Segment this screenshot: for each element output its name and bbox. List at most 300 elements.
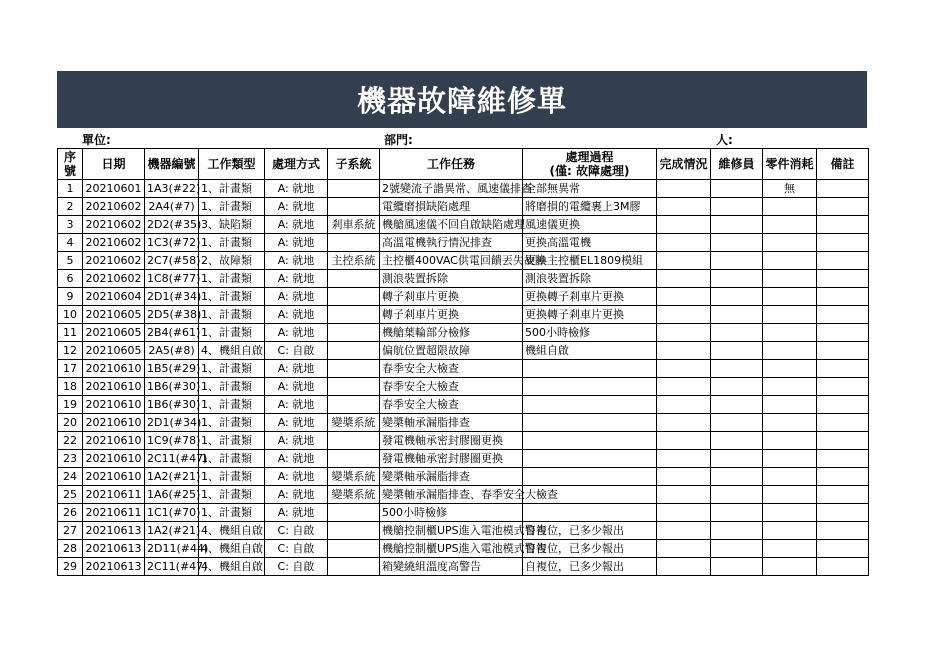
cell-method: C: 自啟 bbox=[265, 342, 328, 360]
cell-technician bbox=[711, 378, 763, 396]
cell-completion bbox=[657, 450, 711, 468]
cell-process: 更換轉子剎車片更換 bbox=[523, 306, 657, 324]
cell-method: A: 就地 bbox=[265, 324, 328, 342]
cell-method: A: 就地 bbox=[265, 396, 328, 414]
cell-parts bbox=[763, 450, 817, 468]
cell-no: 4 bbox=[58, 234, 83, 252]
cell-subsystem: 剎車系統 bbox=[328, 216, 380, 234]
table-row bbox=[58, 396, 869, 414]
cell-no: 12 bbox=[58, 342, 83, 360]
cell-machine-id: 1B6(#30) bbox=[145, 396, 199, 414]
cell-task: 轉子剎車片更換 bbox=[380, 288, 523, 306]
table-row bbox=[58, 360, 869, 378]
table-row bbox=[58, 558, 869, 576]
cell-process bbox=[523, 468, 657, 486]
cell-task: 箱變繞組溫度高警告 bbox=[380, 558, 523, 576]
cell-no: 11 bbox=[58, 324, 83, 342]
cell-method: C: 自啟 bbox=[265, 558, 328, 576]
cell-remarks bbox=[817, 468, 869, 486]
header-machine-id: 機器編號 bbox=[145, 149, 199, 180]
cell-process bbox=[523, 396, 657, 414]
cell-parts bbox=[763, 252, 817, 270]
cell-completion bbox=[657, 504, 711, 522]
cell-subsystem bbox=[328, 522, 380, 540]
cell-machine-id: 2A5(#8) bbox=[145, 342, 199, 360]
table-row bbox=[58, 450, 869, 468]
cell-subsystem bbox=[328, 270, 380, 288]
cell-work-type: 1、計畫類 bbox=[199, 234, 265, 252]
cell-remarks bbox=[817, 180, 869, 198]
cell-machine-id: 1C9(#78) bbox=[145, 432, 199, 450]
cell-date: 20210602 bbox=[83, 234, 145, 252]
cell-parts bbox=[763, 324, 817, 342]
table-row bbox=[58, 252, 869, 270]
table-row bbox=[58, 216, 869, 234]
cell-no: 24 bbox=[58, 468, 83, 486]
cell-date: 20210610 bbox=[83, 450, 145, 468]
cell-process: 風速儀更換 bbox=[523, 216, 657, 234]
cell-no: 9 bbox=[58, 288, 83, 306]
table-row bbox=[58, 180, 869, 198]
cell-machine-id: 1B5(#29) bbox=[145, 360, 199, 378]
cell-machine-id: 2D11(#44) bbox=[145, 540, 199, 558]
header-parts: 零件消耗 bbox=[763, 149, 817, 180]
cell-completion bbox=[657, 234, 711, 252]
cell-parts bbox=[763, 198, 817, 216]
cell-work-type: 1、計畫類 bbox=[199, 432, 265, 450]
cell-technician bbox=[711, 270, 763, 288]
cell-technician bbox=[711, 288, 763, 306]
cell-parts: 無 bbox=[763, 180, 817, 198]
cell-machine-id: 1C1(#70) bbox=[145, 504, 199, 522]
cell-method: A: 就地 bbox=[265, 486, 328, 504]
cell-completion bbox=[657, 558, 711, 576]
cell-method: A: 就地 bbox=[265, 288, 328, 306]
cell-completion bbox=[657, 432, 711, 450]
department-label: 部門: bbox=[384, 133, 413, 147]
cell-parts bbox=[763, 522, 817, 540]
cell-parts bbox=[763, 234, 817, 252]
cell-method: C: 自啟 bbox=[265, 522, 328, 540]
cell-technician bbox=[711, 342, 763, 360]
header-subsystem: 子系統 bbox=[328, 149, 380, 180]
cell-remarks bbox=[817, 360, 869, 378]
cell-process: 自複位，已多少報出 bbox=[523, 522, 657, 540]
cell-no: 25 bbox=[58, 486, 83, 504]
cell-parts bbox=[763, 360, 817, 378]
cell-completion bbox=[657, 306, 711, 324]
cell-technician bbox=[711, 522, 763, 540]
cell-remarks bbox=[817, 270, 869, 288]
cell-no: 5 bbox=[58, 252, 83, 270]
cell-parts bbox=[763, 468, 817, 486]
cell-technician bbox=[711, 504, 763, 522]
cell-completion bbox=[657, 324, 711, 342]
cell-subsystem bbox=[328, 198, 380, 216]
cell-no: 19 bbox=[58, 396, 83, 414]
cell-work-type: 1、計畫類 bbox=[199, 360, 265, 378]
cell-subsystem: 變槳系統 bbox=[328, 486, 380, 504]
cell-work-type: 1、計畫類 bbox=[199, 396, 265, 414]
cell-remarks bbox=[817, 486, 869, 504]
cell-technician bbox=[711, 540, 763, 558]
header-date: 日期 bbox=[83, 149, 145, 180]
cell-subsystem bbox=[328, 504, 380, 522]
cell-machine-id: 2A4(#7) bbox=[145, 198, 199, 216]
cell-completion bbox=[657, 198, 711, 216]
unit-label: 單位: bbox=[82, 133, 111, 147]
cell-work-type: 1、計畫類 bbox=[199, 180, 265, 198]
cell-machine-id: 2D1(#34) bbox=[145, 288, 199, 306]
cell-date: 20210601 bbox=[83, 180, 145, 198]
cell-parts bbox=[763, 558, 817, 576]
cell-no: 10 bbox=[58, 306, 83, 324]
cell-task: 轉子剎車片更換 bbox=[380, 306, 523, 324]
header-task: 工作任務 bbox=[380, 149, 523, 180]
table-row bbox=[58, 324, 869, 342]
table-row bbox=[58, 378, 869, 396]
cell-subsystem bbox=[328, 396, 380, 414]
cell-method: C: 自啟 bbox=[265, 540, 328, 558]
cell-remarks bbox=[817, 414, 869, 432]
header-remarks: 備註 bbox=[817, 149, 869, 180]
cell-process bbox=[523, 378, 657, 396]
cell-remarks bbox=[817, 432, 869, 450]
cell-remarks bbox=[817, 558, 869, 576]
cell-machine-id: 2C11(#47) bbox=[145, 450, 199, 468]
cell-technician bbox=[711, 450, 763, 468]
cell-work-type: 1、計畫類 bbox=[199, 468, 265, 486]
repair-table bbox=[57, 148, 869, 576]
cell-date: 20210605 bbox=[83, 342, 145, 360]
page-title: 機器故障維修單 bbox=[356, 84, 567, 118]
cell-date: 20210611 bbox=[83, 486, 145, 504]
cell-date: 20210610 bbox=[83, 378, 145, 396]
cell-no: 1 bbox=[58, 180, 83, 198]
cell-remarks bbox=[817, 342, 869, 360]
cell-process: 更換高溫電機 bbox=[523, 234, 657, 252]
cell-date: 20210613 bbox=[83, 558, 145, 576]
cell-task: 高溫電機執行情況排查 bbox=[380, 234, 523, 252]
person-label: 人: bbox=[716, 133, 733, 147]
cell-technician bbox=[711, 198, 763, 216]
cell-completion bbox=[657, 414, 711, 432]
cell-technician bbox=[711, 414, 763, 432]
cell-completion bbox=[657, 288, 711, 306]
cell-completion bbox=[657, 540, 711, 558]
cell-subsystem: 變槳系統 bbox=[328, 414, 380, 432]
cell-method: A: 就地 bbox=[265, 504, 328, 522]
cell-method: A: 就地 bbox=[265, 306, 328, 324]
cell-method: A: 就地 bbox=[265, 360, 328, 378]
cell-date: 20210605 bbox=[83, 306, 145, 324]
cell-method: A: 就地 bbox=[265, 216, 328, 234]
cell-task: 變槳軸承漏脂排查、春季安全大檢查 bbox=[380, 486, 523, 504]
cell-date: 20210602 bbox=[83, 216, 145, 234]
cell-parts bbox=[763, 270, 817, 288]
cell-date: 20210611 bbox=[83, 504, 145, 522]
cell-technician bbox=[711, 432, 763, 450]
cell-parts bbox=[763, 540, 817, 558]
cell-technician bbox=[711, 324, 763, 342]
cell-machine-id: 1A3(#22) bbox=[145, 180, 199, 198]
table-row bbox=[58, 432, 869, 450]
cell-no: 3 bbox=[58, 216, 83, 234]
cell-no: 29 bbox=[58, 558, 83, 576]
cell-task: 2號變流子諧異常、風速儀排查 bbox=[380, 180, 523, 198]
cell-remarks bbox=[817, 288, 869, 306]
header-method: 處理方式 bbox=[265, 149, 328, 180]
cell-subsystem bbox=[328, 360, 380, 378]
cell-work-type: 1、計畫類 bbox=[199, 324, 265, 342]
cell-machine-id: 2D5(#38) bbox=[145, 306, 199, 324]
cell-method: A: 就地 bbox=[265, 252, 328, 270]
cell-completion bbox=[657, 270, 711, 288]
cell-task: 春季安全大檢查 bbox=[380, 378, 523, 396]
cell-work-type: 1、計畫類 bbox=[199, 198, 265, 216]
cell-date: 20210605 bbox=[83, 324, 145, 342]
cell-technician bbox=[711, 252, 763, 270]
cell-process: 自複位，已多少報出 bbox=[523, 540, 657, 558]
cell-remarks bbox=[817, 540, 869, 558]
table-row bbox=[58, 486, 869, 504]
cell-no: 23 bbox=[58, 450, 83, 468]
cell-task: 機艙控制櫃UPS進入電池模式警告 bbox=[380, 522, 523, 540]
header-process: 處理過程 (僅: 故障處理) bbox=[523, 149, 657, 180]
cell-work-type: 1、計畫類 bbox=[199, 414, 265, 432]
cell-parts bbox=[763, 216, 817, 234]
cell-task: 發電機軸承密封膠圈更換 bbox=[380, 450, 523, 468]
cell-no: 27 bbox=[58, 522, 83, 540]
cell-work-type: 1、計畫類 bbox=[199, 504, 265, 522]
cell-no: 20 bbox=[58, 414, 83, 432]
cell-process bbox=[523, 414, 657, 432]
cell-work-type: 4、機組自啟 bbox=[199, 522, 265, 540]
cell-work-type: 2、故障類 bbox=[199, 252, 265, 270]
cell-no: 18 bbox=[58, 378, 83, 396]
cell-technician bbox=[711, 216, 763, 234]
cell-work-type: 1、計畫類 bbox=[199, 306, 265, 324]
cell-machine-id: 2D1(#34) bbox=[145, 414, 199, 432]
cell-technician bbox=[711, 396, 763, 414]
cell-completion bbox=[657, 180, 711, 198]
cell-completion bbox=[657, 522, 711, 540]
cell-process: 全部無異常 bbox=[523, 180, 657, 198]
cell-remarks bbox=[817, 306, 869, 324]
cell-date: 20210602 bbox=[83, 270, 145, 288]
cell-machine-id: 2C11(#47) bbox=[145, 558, 199, 576]
cell-method: A: 就地 bbox=[265, 450, 328, 468]
cell-machine-id: 1C3(#72) bbox=[145, 234, 199, 252]
cell-method: A: 就地 bbox=[265, 198, 328, 216]
cell-date: 20210610 bbox=[83, 432, 145, 450]
cell-parts bbox=[763, 504, 817, 522]
cell-no: 26 bbox=[58, 504, 83, 522]
cell-parts bbox=[763, 486, 817, 504]
header-completion: 完成情況 bbox=[657, 149, 711, 180]
cell-process: 更換主控櫃EL1809模組 bbox=[523, 252, 657, 270]
header-technician: 維修員 bbox=[711, 149, 763, 180]
cell-technician bbox=[711, 180, 763, 198]
table-body bbox=[58, 180, 869, 576]
cell-task: 機艙葉輪部分檢修 bbox=[380, 324, 523, 342]
cell-date: 20210613 bbox=[83, 540, 145, 558]
table-row bbox=[58, 414, 869, 432]
cell-date: 20210604 bbox=[83, 288, 145, 306]
cell-completion bbox=[657, 486, 711, 504]
cell-machine-id: 1A2(#21) bbox=[145, 468, 199, 486]
cell-parts bbox=[763, 288, 817, 306]
cell-technician bbox=[711, 558, 763, 576]
title-banner bbox=[57, 71, 867, 128]
cell-completion bbox=[657, 342, 711, 360]
cell-subsystem bbox=[328, 180, 380, 198]
table-row bbox=[58, 540, 869, 558]
cell-process: 測浪裝置拆除 bbox=[523, 270, 657, 288]
cell-subsystem bbox=[328, 342, 380, 360]
cell-process: 將磨損的電纜裹上3M膠 bbox=[523, 198, 657, 216]
cell-subsystem bbox=[328, 558, 380, 576]
cell-work-type: 1、計畫類 bbox=[199, 378, 265, 396]
cell-no: 28 bbox=[58, 540, 83, 558]
cell-task: 春季安全大檢查 bbox=[380, 396, 523, 414]
cell-parts bbox=[763, 396, 817, 414]
cell-method: A: 就地 bbox=[265, 432, 328, 450]
cell-remarks bbox=[817, 198, 869, 216]
table-row bbox=[58, 198, 869, 216]
cell-process bbox=[523, 432, 657, 450]
cell-machine-id: 1A2(#21) bbox=[145, 522, 199, 540]
cell-no: 17 bbox=[58, 360, 83, 378]
cell-task: 電纜磨損缺陷處理 bbox=[380, 198, 523, 216]
cell-parts bbox=[763, 378, 817, 396]
cell-remarks bbox=[817, 216, 869, 234]
cell-subsystem bbox=[328, 432, 380, 450]
cell-parts bbox=[763, 414, 817, 432]
cell-work-type: 3、缺陷類 bbox=[199, 216, 265, 234]
table-row bbox=[58, 234, 869, 252]
cell-completion bbox=[657, 252, 711, 270]
cell-method: A: 就地 bbox=[265, 378, 328, 396]
cell-date: 20210610 bbox=[83, 396, 145, 414]
cell-machine-id: 1A6(#25) bbox=[145, 486, 199, 504]
cell-subsystem bbox=[328, 234, 380, 252]
cell-subsystem bbox=[328, 378, 380, 396]
cell-work-type: 1、計畫類 bbox=[199, 486, 265, 504]
table-row bbox=[58, 342, 869, 360]
cell-subsystem bbox=[328, 540, 380, 558]
cell-remarks bbox=[817, 378, 869, 396]
cell-process bbox=[523, 450, 657, 468]
cell-completion bbox=[657, 216, 711, 234]
cell-completion bbox=[657, 378, 711, 396]
cell-completion bbox=[657, 396, 711, 414]
cell-date: 20210613 bbox=[83, 522, 145, 540]
cell-machine-id: 2B4(#61) bbox=[145, 324, 199, 342]
cell-subsystem bbox=[328, 306, 380, 324]
cell-process bbox=[523, 360, 657, 378]
cell-work-type: 4、機組自啟 bbox=[199, 342, 265, 360]
cell-remarks bbox=[817, 252, 869, 270]
cell-parts bbox=[763, 306, 817, 324]
cell-machine-id: 1C8(#77) bbox=[145, 270, 199, 288]
cell-task: 發電機軸承密封膠圈更換 bbox=[380, 432, 523, 450]
cell-process bbox=[523, 504, 657, 522]
cell-work-type: 1、計畫類 bbox=[199, 450, 265, 468]
table-row bbox=[58, 468, 869, 486]
header-row bbox=[58, 149, 869, 180]
cell-task: 主控櫃400VAC供電回饋丟失故障 bbox=[380, 252, 523, 270]
cell-date: 20210610 bbox=[83, 414, 145, 432]
cell-task: 500小時檢修 bbox=[380, 504, 523, 522]
cell-parts bbox=[763, 432, 817, 450]
cell-method: A: 就地 bbox=[265, 468, 328, 486]
cell-process: 更換轉子剎車片更換 bbox=[523, 288, 657, 306]
header-work-type: 工作類型 bbox=[199, 149, 265, 180]
table-row bbox=[58, 306, 869, 324]
cell-date: 20210602 bbox=[83, 252, 145, 270]
cell-date: 20210610 bbox=[83, 468, 145, 486]
cell-remarks bbox=[817, 522, 869, 540]
cell-work-type: 4、機組自啟 bbox=[199, 558, 265, 576]
cell-task: 變槳軸承漏脂排查 bbox=[380, 468, 523, 486]
cell-no: 22 bbox=[58, 432, 83, 450]
cell-method: A: 就地 bbox=[265, 234, 328, 252]
cell-subsystem bbox=[328, 324, 380, 342]
cell-machine-id: 2D2(#35) bbox=[145, 216, 199, 234]
cell-completion bbox=[657, 360, 711, 378]
cell-completion bbox=[657, 468, 711, 486]
cell-method: A: 就地 bbox=[265, 414, 328, 432]
table-row bbox=[58, 288, 869, 306]
cell-task: 春季安全大檢查 bbox=[380, 360, 523, 378]
cell-process: 機組自啟 bbox=[523, 342, 657, 360]
cell-remarks bbox=[817, 450, 869, 468]
cell-remarks bbox=[817, 324, 869, 342]
cell-process: 500小時檢修 bbox=[523, 324, 657, 342]
cell-method: A: 就地 bbox=[265, 270, 328, 288]
cell-date: 20210610 bbox=[83, 360, 145, 378]
table-row bbox=[58, 504, 869, 522]
cell-technician bbox=[711, 468, 763, 486]
cell-task: 機艙控制櫃UPS進入電池模式警告 bbox=[380, 540, 523, 558]
cell-no: 6 bbox=[58, 270, 83, 288]
cell-work-type: 4、機組自啟 bbox=[199, 540, 265, 558]
cell-technician bbox=[711, 486, 763, 504]
cell-task: 機艙風速儀不回自啟缺陷處理 bbox=[380, 216, 523, 234]
cell-remarks bbox=[817, 504, 869, 522]
cell-remarks bbox=[817, 234, 869, 252]
cell-technician bbox=[711, 234, 763, 252]
cell-machine-id: 1B6(#30) bbox=[145, 378, 199, 396]
cell-date: 20210602 bbox=[83, 198, 145, 216]
cell-technician bbox=[711, 360, 763, 378]
cell-task: 測浪裝置拆除 bbox=[380, 270, 523, 288]
cell-technician bbox=[711, 306, 763, 324]
table-row bbox=[58, 270, 869, 288]
cell-task: 偏航位置超限故障 bbox=[380, 342, 523, 360]
cell-method: A: 就地 bbox=[265, 180, 328, 198]
cell-remarks bbox=[817, 396, 869, 414]
cell-process: 自複位，已多少報出 bbox=[523, 558, 657, 576]
cell-machine-id: 2C7(#58) bbox=[145, 252, 199, 270]
cell-work-type: 1、計畫類 bbox=[199, 288, 265, 306]
cell-task: 變槳軸承漏脂排查 bbox=[380, 414, 523, 432]
table-row bbox=[58, 522, 869, 540]
cell-parts bbox=[763, 342, 817, 360]
cell-subsystem bbox=[328, 288, 380, 306]
header-no: 序號 bbox=[58, 149, 83, 180]
